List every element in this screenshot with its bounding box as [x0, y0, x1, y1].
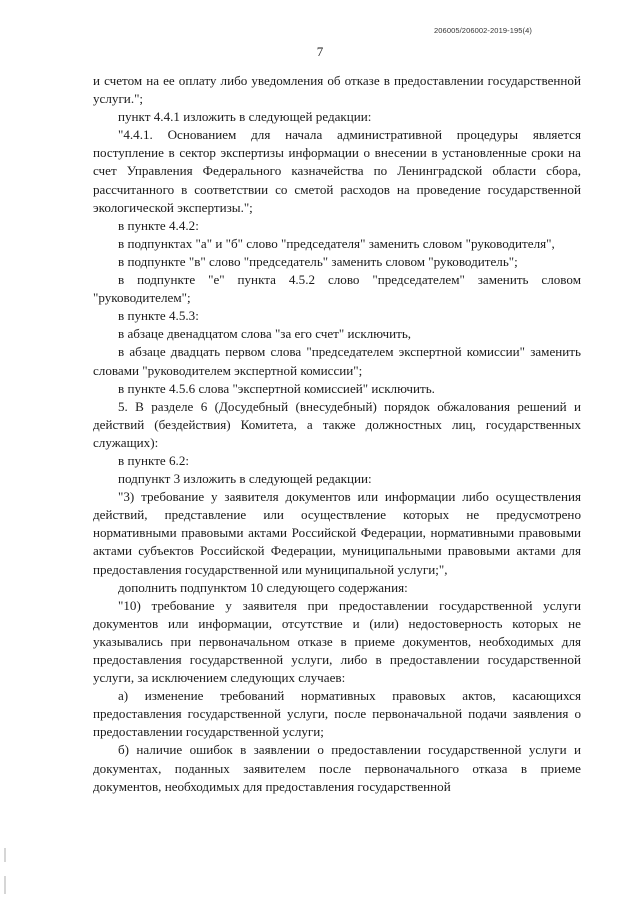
paragraph: в подпункте "е" пункта 4.5.2 слово "председателем" заменить словом "руководителем";	[93, 272, 581, 306]
paragraph: в абзаце двенадцатом слова "за его счет" исключить,	[118, 326, 412, 342]
paragraph: 5. В разделе 6 (Досудебный (внесудебный) порядок обжалования решений и действий (бездействия) Комитета, а также должностных лиц, государственных служащих):	[93, 398, 581, 450]
paragraph: "3) требование у заявителя документов или информации либо осуществления действий, представление или осуществление которых не предусмотрено нормативными правовыми актами Российской Федерации, нормативными правовыми актами субъектов Российской Федерации, муниципальными правовыми актами для предоставления государственной или муниципальной услуги;",	[93, 489, 581, 577]
document-id: 206005/206002-2019-195(4)	[434, 26, 532, 35]
paragraph: в пункте 4.4.2:	[118, 217, 199, 233]
paragraph: в абзаце двадцать первом слова "председателем экспертной комиссии" заменить словами "руководителем экспертной комиссии";	[93, 344, 581, 378]
paragraph: дополнить подпунктом 10 следующего содержания:	[118, 579, 408, 595]
document-body	[93, 72, 581, 796]
paragraph: в подпункте "в" слово "председатель" заменить словом "руководитель";	[118, 253, 518, 269]
paragraph: б) наличие ошибок в заявлении о предоставлении государственной услуги и документах, поданных заявителем после первоначального отказа в приеме документов, необходимых для предоставления государственной	[93, 742, 581, 794]
paragraph: в подпунктах "а" и "б" слово "председателя" заменить словом "руководителя",	[118, 235, 555, 251]
paragraph: "4.4.1. Основанием для начала административной процедуры является поступление в сектор экспертизы информации о внесении в установленные сроки на счет Управления Федерального казначейства по Ленинградской области сбора, рассчитанного в соответствии со сметой расходов на проведение государственной экологической экспертизы.";	[93, 127, 581, 215]
paragraph: в пункте 4.5.3:	[118, 308, 199, 324]
page-number: 7	[316, 44, 324, 59]
paragraph: в пункте 4.5.6 слова "экспертной комиссией" исключить.	[118, 380, 435, 396]
paragraph: "10) требование у заявителя при предоставлении государственной услуги документов или информации, отсутствие и (или) недостоверность которых не указывались при первоначальном отказе в приеме документов, необходимых для предоставления государственной услуги, либо в предоставлении государственной услуги, за исключением следующих случаев:	[93, 597, 581, 686]
paragraph: а) изменение требований нормативных правовых актов, касающихся предоставления государственной услуги, после первоначальной подачи заявления о предоставлении государственной услуги;	[93, 688, 581, 740]
scan-artifact	[4, 876, 6, 894]
paragraph: подпункт 3 изложить в следующей редакции:	[118, 471, 372, 487]
paragraph: и счетом на ее оплату либо уведомления об отказе в предоставлении государственной услуги.";	[93, 73, 581, 107]
scan-artifact	[4, 848, 6, 862]
paragraph: пункт 4.4.1 изложить в следующей редакции:	[118, 109, 372, 125]
paragraph: в пункте 6.2:	[118, 452, 190, 468]
